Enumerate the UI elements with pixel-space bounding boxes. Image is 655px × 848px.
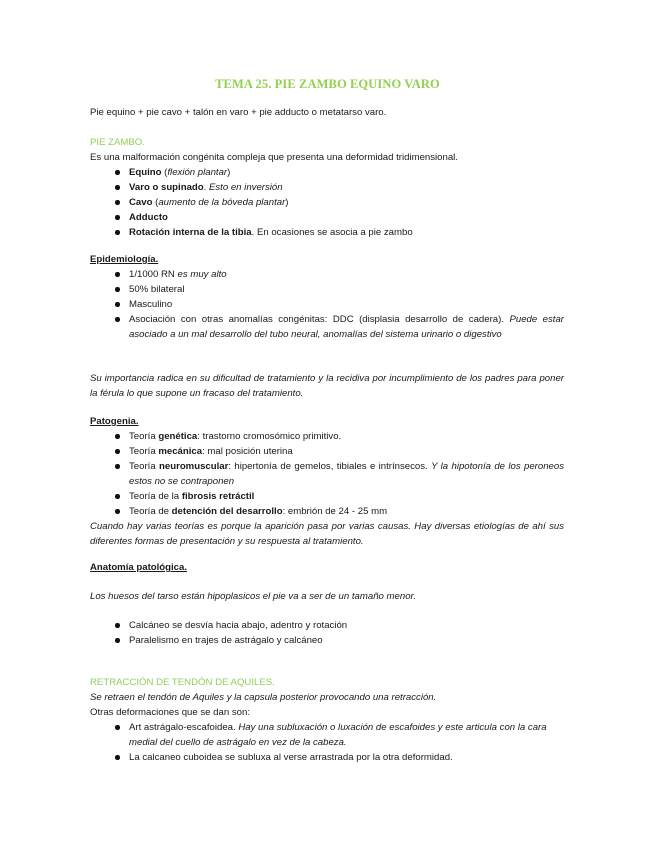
- retraccion-list: [90, 720, 564, 765]
- section-heading-pie-zambo: PIE ZAMBO.: [90, 137, 145, 148]
- list-item: Masculino: [90, 297, 564, 312]
- pie-zambo-list: [90, 165, 564, 240]
- list-item: Asociación con otras anomalías congénitas: DDC (displasia desarrollo de cadera). Puede estar asociado a un mal desarrollo del tubo neural, anomalías del sistema urinario o digestivo: [90, 312, 564, 342]
- list-item: Cavo (aumento de la bóveda plantar): [90, 195, 564, 210]
- section-patogenia: [90, 414, 564, 549]
- list-item: Art astrágalo-escafoidea. Hay una subluxación o luxación de escafoides y este articula con la cara medial del cuello de astrágalo en vez de la cabeza.: [90, 720, 564, 750]
- list-item: Adducto: [90, 210, 564, 225]
- list-item: Calcáneo se desvía hacia abajo, adentro y rotación: [90, 618, 564, 633]
- pie-zambo-description: Es una malformación congénita compleja que presenta una deformidad tridimensional.: [90, 152, 458, 163]
- section-heading-anatomia: Anatomía patológica.: [90, 562, 188, 573]
- anatomia-text: Los huesos del tarso están hipoplasicos el pie va a ser de un tamaño menor.: [90, 591, 417, 602]
- list-item: Equino (flexión plantar): [90, 165, 564, 180]
- document-title: TEMA 25. PIE ZAMBO EQUINO VARO: [215, 77, 440, 91]
- section-pie-zambo: [90, 135, 564, 240]
- retraccion-text: Se retraen el tendón de Aquiles y la capsula posterior provocando una retracción.: [90, 692, 437, 703]
- list-item: Teoría de detención del desarrollo: embrión de 24 - 25 mm: [90, 504, 564, 519]
- list-item: 1/1000 RN es muy alto: [90, 267, 564, 282]
- list-item: Teoría de la fibrosis retráctil: [90, 489, 564, 504]
- section-heading-epidemiologia: Epidemiología.: [90, 254, 159, 265]
- list-item: Varo o supinado. Esto en inversión: [90, 180, 564, 195]
- list-item: Teoría neuromuscular: hipertonía de gemelos, tibiales e intrínsecos. Y la hipotonía de los peroneos estos no se contraponen: [90, 459, 564, 489]
- section-retraccion: [90, 675, 564, 765]
- epidemiologia-list: [90, 267, 564, 342]
- patogenia-list: [90, 429, 564, 519]
- list-item: 50% bilateral: [90, 282, 564, 297]
- section-heading-retraccion: RETRACCIÓN DE TENDÓN DE AQUILES.: [90, 677, 275, 688]
- retraccion-other: Otras deformaciones que se dan son:: [90, 707, 250, 718]
- patogenia-note: Cuando hay varias teorías es porque la aparición pasa por varias causas. Hay diversas etiologías de ahí sus diferentes formas de presentación y su respuesta al tratamiento.: [90, 521, 564, 547]
- intro-text: Pie equino + pie cavo + talón en varo + pie adducto o metatarso varo.: [90, 107, 387, 118]
- list-item: Paralelismo en trajes de astrágalo y calcáneo: [90, 633, 564, 648]
- list-item: Teoría genética: trastorno cromosómico primitivo.: [90, 429, 564, 444]
- list-item: La calcaneo cuboidea se subluxa al verse arrastrada por la otra deformidad.: [90, 750, 564, 765]
- anatomia-list: [90, 618, 564, 648]
- list-item: Rotación interna de la tibia. En ocasiones se asocia a pie zambo: [90, 225, 564, 240]
- epidemiologia-note: Su importancia radica en su dificultad de tratamiento y la recidiva por incumplimiento de los padres para poner la férula lo que supone un fracaso del tratamiento.: [90, 373, 564, 399]
- section-epidemiologia: [90, 252, 564, 342]
- section-heading-patogenia: Patogenia.: [90, 416, 139, 427]
- list-item: Teoría mecánica: mal posición uterina: [90, 444, 564, 459]
